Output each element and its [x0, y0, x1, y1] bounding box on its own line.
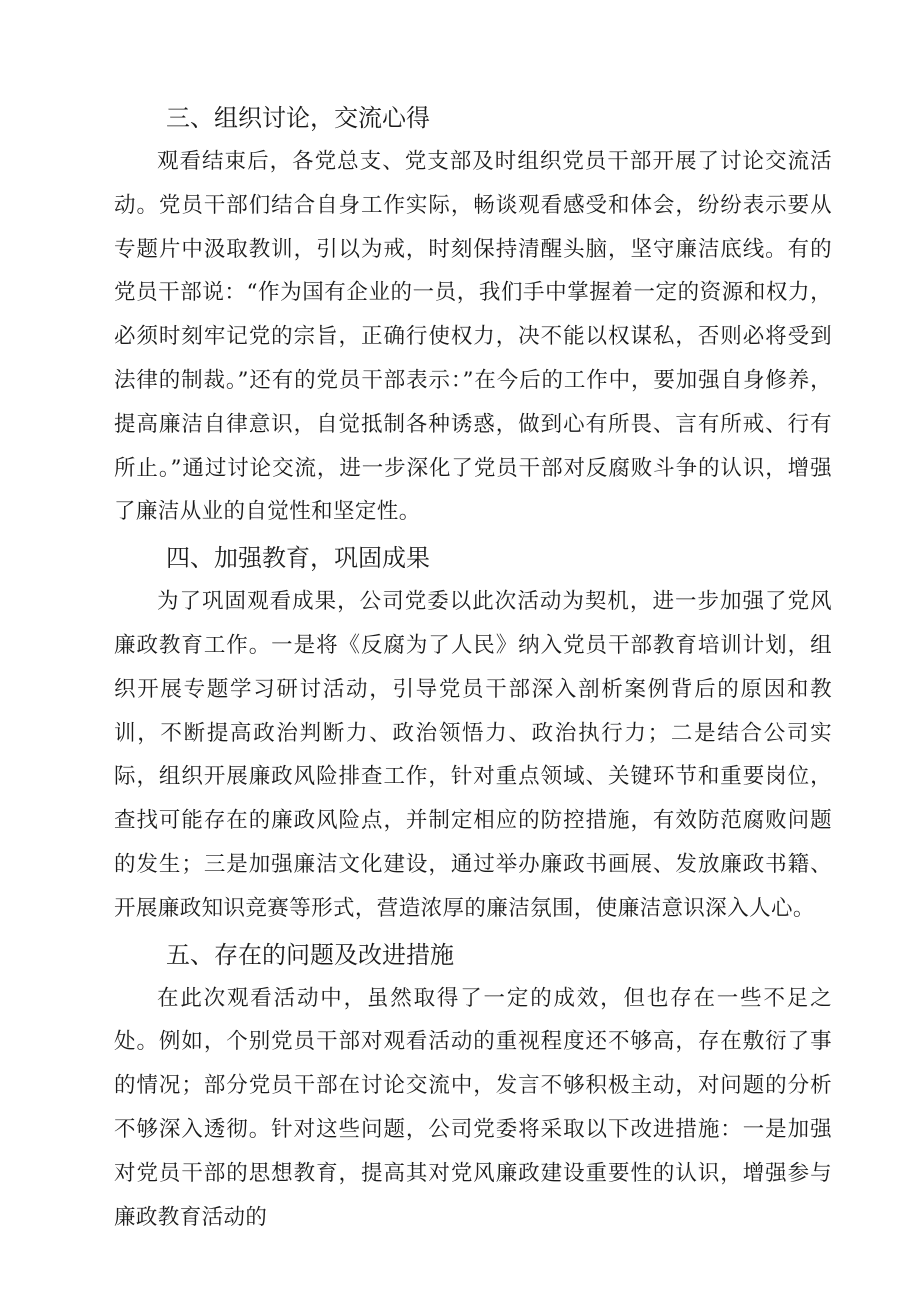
section-paragraph-problems: 在此次观看活动中，虽然取得了一定的成效，但也存在一些不足之处。例如，个别党员干部对观看活动的重视程度还不够高，存在敷衍了事的情况；部分党员干部在讨论交流中，发言不够积极主动，对问题的分析不够深入透彻。针对这些问题，公司党委将采取以下改进措施：一是加强对党员干部的思想教育，提高其对党风廉政建设重要性的认识，增强参与廉政教育活动的 — [114, 985, 832, 1230]
section-heading-education: 四、加强教育，巩固成果 — [166, 544, 430, 573]
section-paragraph-discussion: 观看结束后，各党总支、党支部及时组织党员干部开展了讨论交流活动。党员干部们结合自身工作实际，畅谈观看感受和体会，纷纷表示要从专题片中汲取教训，引以为戒，时刻保持清醒头脑，坚守廉洁底线。有的党员干部说：“作为国有企业的一员，我们手中掌握着一定的资源和权力，必须时刻牢记党的宗旨，正确行使权力，决不能以权谋私，否则必将受到法律的制裁。”还有的党员干部表示：”在今后的工作中，要加强自身修养，提高廉洁自律意识，自觉抵制各种诱惑，做到心有所畏、言有所戒、行有所止。”通过讨论交流，进一步深化了党员干部对反腐败斗争的认识，增强了廉洁从业的自觉性和坚定性。 — [114, 149, 832, 525]
section-heading-discussion: 三、组织讨论，交流心得 — [166, 104, 430, 132]
section-paragraph-education: 为了巩固观看成果，公司党委以此次活动为契机，进一步加强了党风廉政教育工作。一是将《反腐为了人民》纳入党员干部教育培训计划，组织开展专题学习研讨活动，引导党员干部深入剖析案例背后的原因和教训，不断提高政治判断力、政治领悟力、政治执行力；二是结合公司实际，组织开展廉政风险排查工作，针对重点领域、关键环节和重要岗位，查找可能存在的廉政风险点，并制定相应的防控措施，有效防范腐败问题的发生；三是加强廉洁文化建设，通过举办廉政书画展、发放廉政书籍、开展廉政知识竞赛等形式，营造浓厚的廉洁氛围，使廉洁意识深入人心。 — [114, 589, 832, 921]
section-heading-problems: 五、存在的问题及改进措施 — [166, 940, 454, 969]
